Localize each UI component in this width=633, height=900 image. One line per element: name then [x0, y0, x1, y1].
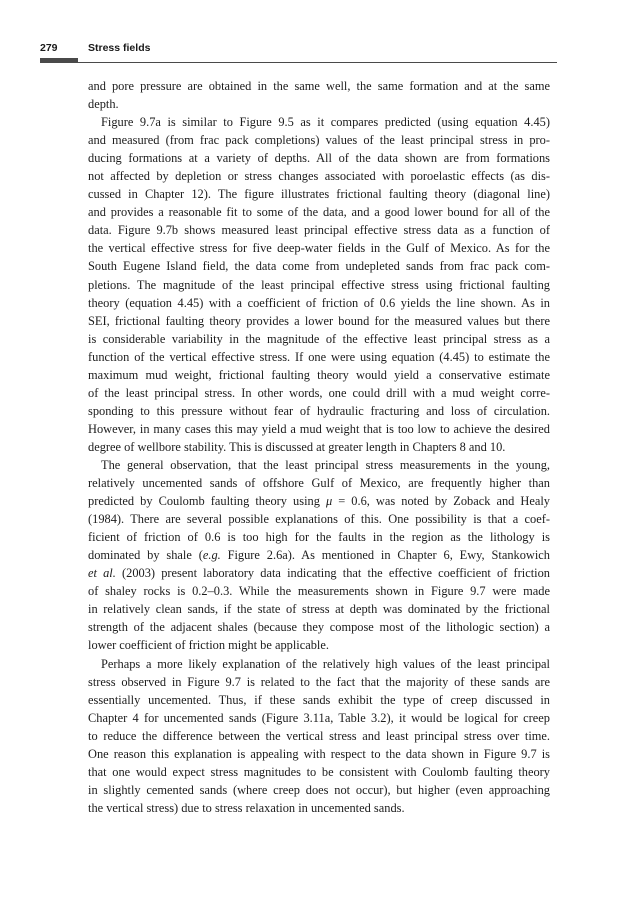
text-line: in relatively clean sands, if the state of stress at depth was dominated by the frictional: [88, 602, 550, 617]
text-line: One reason this explanation is appealing with respect to the data shown in Figure 9.7 is: [88, 746, 550, 761]
text-line: that one would expect stress magnitudes to be consistent with Coulomb faulting theory: [88, 764, 550, 779]
text-line: the vertical stress) due to stress relaxation in uncemented sands.: [88, 800, 405, 815]
text-line: However, in many cases this may yield a mud weight that is too low to achieve the desired: [88, 421, 550, 436]
text-line: South Eugene Island field, the data come from undepleted sands from frac pack com-: [88, 259, 550, 274]
text-line: cussed in Chapter 12). The figure illustrates frictional faulting theory (diagonal line): [88, 187, 550, 202]
text-line: The general observation, that the least principal stress measurements in the young,: [101, 457, 550, 472]
text-line: of shaley rocks is 0.2–0.3. While the measurements shown in Figure 9.7 were made: [88, 584, 550, 599]
text-line: ducing formations at a variety of depths. All of the data shown are from formations: [88, 151, 550, 166]
text-line: the vertical effective stress for five deep-water fields in the Gulf of Mexico. As for the: [88, 241, 550, 256]
text-line: relatively uncemented sands of offshore Gulf of Mexico, are frequently higher than: [88, 476, 550, 491]
text-line: data. Figure 9.7b shows measured least principal effective stress data as a function of: [88, 223, 550, 238]
text-line: et al. (2003) present laboratory data indicating that the effective coefficient of friction: [88, 566, 551, 581]
running-header: [40, 41, 557, 57]
text-line: is considerable variability in the magnitude of the effective least principal stress as a: [88, 331, 550, 346]
text-line: strength of the adjacent shales (because they compose most of the lithologic section) a: [88, 620, 550, 635]
text-line: not affected by depletion or stress changes associated with poroelastic effects (as dis-: [88, 169, 550, 184]
text-line: essentially uncemented. Thus, if these sands exhibit the type of creep discussed in: [88, 692, 550, 707]
text-line: pletions. The magnitude of the least principal effective stress using frictional faulting: [88, 277, 550, 292]
paragraph: [88, 77, 550, 113]
text-line: Figure 9.7a is similar to Figure 9.5 as it compares predicted (using equation 4.45): [101, 115, 550, 130]
text-line: predicted by Coulomb faulting theory using μ = 0.6, was noted by Zoback and Healy: [88, 494, 550, 509]
text-line: of the least principal stress. In other words, one could drill with a mud weight corre-: [88, 385, 550, 400]
text-line: function of the vertical effective stress. If one were using equation (4.45) to estimate the: [88, 349, 550, 364]
page-number: 279: [40, 42, 58, 54]
header-rule: [40, 62, 557, 63]
text-line: sponding to this pressure without fear of hydraulic fracturing and loss of circulation.: [88, 403, 550, 418]
text-line: degree of wellbore stability. This is discussed at greater length in Chapters 8 and 10.: [88, 439, 506, 454]
text-line: and provides a reasonable fit to some of the data, and a good lower bound for all of the: [88, 205, 550, 220]
paragraph: [88, 655, 550, 817]
text-line: (1984). There are several possible explanations of this. One possibility is that a coef-: [88, 512, 550, 527]
text-line: to reduce the difference between the vertical stress and least principal stress over time.: [88, 728, 550, 743]
text-line: ficient of friction of 0.6 is too high for the faults in the region as the lithology is: [88, 530, 550, 545]
text-line: Chapter 4 for uncemented sands (Figure 3.11a, Table 3.2), it would be logical for creep: [88, 710, 550, 725]
text-line: theory (equation 4.45) with a coefficient of friction of 0.6 yields the line shown. As in: [88, 295, 550, 310]
paragraph: [88, 456, 550, 655]
text-line: lower coefficient of friction might be applicable.: [88, 638, 329, 653]
text-line: maximum mud weight, frictional faulting theory would yield a conservative estimate: [88, 367, 550, 382]
text-line: Perhaps a more likely explanation of the relatively high values of the least principal: [101, 656, 550, 671]
text-line: stress observed in Figure 9.7 is related to the fact that the majority of these sands are: [88, 674, 550, 689]
paragraph: [88, 113, 550, 456]
text-line: and pore pressure are obtained in the same well, the same formation and at the same: [88, 79, 550, 93]
body-text: [88, 77, 550, 817]
text-line: and measured (from frac pack completions) values of the least principal stress in pro-: [88, 133, 550, 148]
text-line: in slightly cemented sands (where creep does not occur), but higher (even approaching: [88, 782, 550, 797]
text-line: SEI, frictional faulting theory provides a lower bound for the measured values but there: [88, 313, 550, 328]
running-title: Stress fields: [88, 42, 151, 54]
text-line: dominated by shale (e.g. Figure 2.6a). As mentioned in Chapter 6, Ewy, Stankowich: [88, 548, 551, 563]
text-line: depth.: [88, 97, 119, 112]
